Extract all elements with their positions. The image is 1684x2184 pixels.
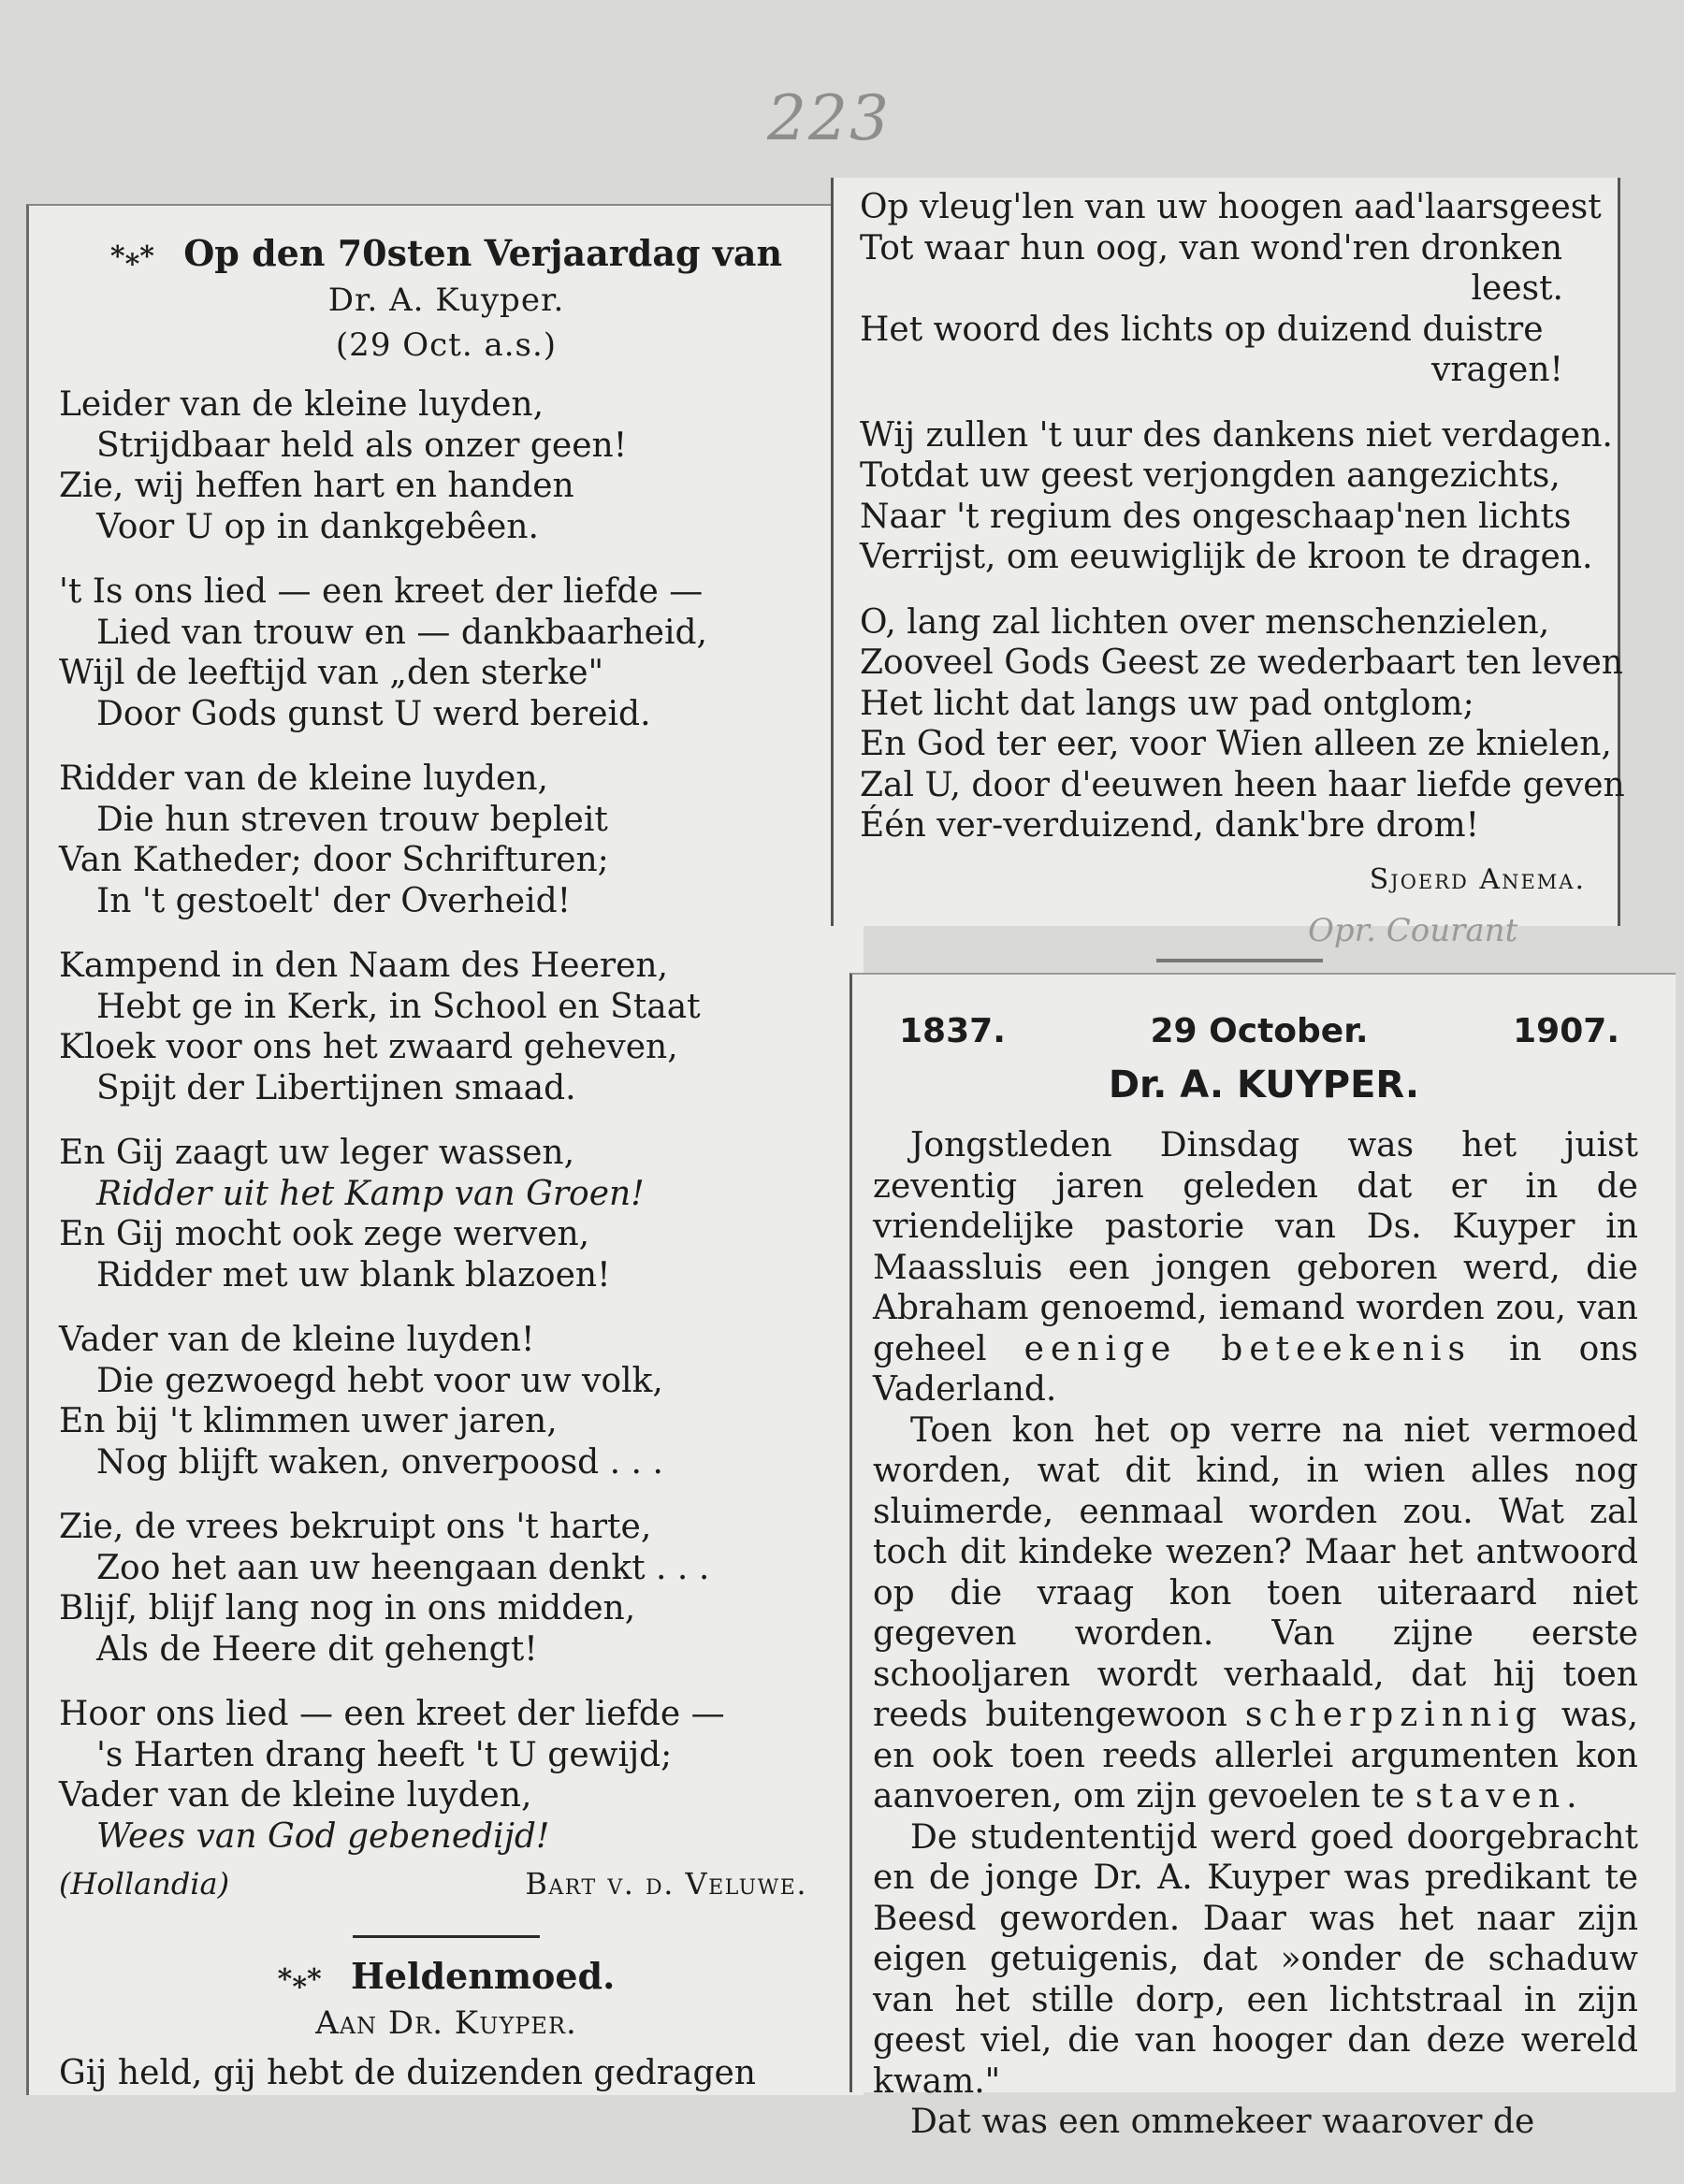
asterism-icon: *⁎*	[109, 240, 154, 273]
poem-line: Wij zullen 't uur des dankens niet verdagen.	[860, 415, 1613, 455]
poem-line: vragen!	[1430, 351, 1563, 389]
article-dateline	[852, 975, 1676, 1050]
poem2-stanza	[860, 602, 1625, 846]
poem1-stanza	[59, 946, 864, 1108]
poem-line: Naar 't regium des ongeschaap'nen lichts	[860, 497, 1572, 536]
pencil-annotation: Opr. Courant	[1308, 912, 1518, 949]
poem-line: Vader van de kleine luyden!	[59, 1321, 535, 1359]
poem1-heading	[29, 232, 864, 274]
page-number: 223	[767, 82, 891, 154]
poem-line: Zoo het aan uw heengaan denkt . . .	[96, 1548, 710, 1587]
poem-line: Totdat uw geest verjongden aangezichts,	[860, 456, 1561, 495]
article-text: Jongstleden Dinsdag was het juist zeventig jaren geleden dat er in de vriendelijke pastorie van Ds. Kuyper in Maassluis een jongen geboren werd, die Abraham genoemd, iemand worden zou, van geheel	[873, 1126, 1638, 1368]
poem-line: Gij held, gij hebt de duizenden gedragen	[59, 2053, 756, 2092]
article-paragraph: De studententijd werd goed doorgebracht en de jonge Dr. A. Kuyper was predikant te Beesd geworden. Daar was het naar zijn eigen getuigenis, dat »onder de schaduw van het stille dorp, een lichtstraal in zijn geest viel, die van hooger dan deze wereld kwam."	[873, 1817, 1638, 2101]
article-text: Toen kon het op verre na niet vermoed worden, wat dit kind, in wien alles nog sluimerde, eenmaal worden zou. Wat zal toch dit kindeke wezen? Maar het antwoord op die vraag kon toen uiteraard niet gegeven worden. Van zijne eerste schooljaren wordt verhaald, dat hij toen reeds buitengewoon	[873, 1410, 1638, 1734]
poem-line: leest.	[1471, 269, 1563, 308]
poem-line: Zie, wij heffen hart en handen	[59, 467, 574, 505]
poem-line: Zal U, door d'eeuwen heen haar liefde geven	[860, 765, 1625, 804]
article-paragraph	[873, 1125, 1638, 1410]
poem-line: Het woord des lichts op duizend duistre	[860, 310, 1544, 349]
poem-line: Blijf, blijf lang nog in ons midden,	[59, 1589, 636, 1627]
poem-line: Zie, de vrees bekruipt ons 't harte,	[59, 1508, 652, 1546]
poem2-title: Heldenmoed.	[350, 1954, 616, 1997]
poem1-date: (29 Oct. a.s.)	[335, 326, 558, 364]
article-year-end: 1907.	[1513, 1012, 1619, 1050]
poem-line: Spijt der Libertijnen smaad.	[96, 1068, 576, 1107]
poem-line: Die hun streven trouw bepleit	[96, 800, 608, 839]
poem-line: Voor U op in dankgebêen.	[96, 507, 539, 546]
poem-line: Wijl de leeftijd van „den sterke"	[59, 654, 604, 692]
poem2-continued	[834, 187, 1625, 900]
poem-line: 't Is ons lied — een kreet der liefde —	[59, 572, 704, 611]
poem-line: Het licht dat langs uw pad ontglom;	[860, 684, 1474, 723]
article-title: Dr. A. KUYPER.	[1108, 1063, 1420, 1106]
poem-line: O, lang zal lichten over menschenzielen,	[860, 602, 1550, 642]
poem1-stanza	[59, 571, 864, 734]
right-top-clipping	[831, 178, 1625, 926]
poem-line: Tot waar hun oog, van wond'ren dronken	[860, 228, 1563, 268]
poem-line: En God ter eer, voor Wien alleen ze knielen,	[860, 725, 1612, 763]
poem-line: Hebt ge in Kerk, in School en Staat	[96, 987, 701, 1026]
poem1-source: (Hollandia)	[59, 1866, 230, 1902]
poem-line: Van Katheder; door Schrifturen;	[59, 841, 609, 879]
poem-line: Op vleug'len van uw hoogen aad'laarsgeest	[860, 188, 1602, 226]
poem1-signature-row	[59, 1864, 864, 1905]
poem-line: Nog blijft waken, onverpoosd . . .	[96, 1442, 663, 1482]
article-date: 29 October.	[1150, 1012, 1369, 1050]
poem-line: Verrijst, om eeuwiglijk de kroon te dragen.	[860, 538, 1593, 576]
article-spaced-text: staven.	[1415, 1777, 1584, 1815]
left-clipping	[26, 204, 864, 2095]
article-text: in ons Vaderland.	[873, 1329, 1639, 1409]
poem1-stanza	[59, 1694, 864, 1857]
poem1-stanza	[59, 759, 864, 921]
poem-line: Strijdbaar held als onzer geen!	[96, 426, 628, 465]
poem-line: Ridder met uw blank blazoen!	[96, 1255, 611, 1294]
poem1-stanza	[59, 1133, 864, 1295]
poem-line: En Gij mocht ook zege werven,	[59, 1215, 590, 1253]
article-year-start: 1837.	[899, 1012, 1006, 1050]
poem-line: Wees van God gebenedijd!	[96, 1816, 550, 1856]
poem-line: Leider van de kleine luyden,	[59, 385, 544, 424]
poem2-signature: Sjoerd Anema.	[1369, 862, 1586, 896]
poem-line: Ridder uit het Kamp van Groen!	[96, 1174, 645, 1213]
poem-line: Kloek voor ons het zwaard geheven,	[59, 1028, 678, 1066]
poem-line: En bij 't klimmen uwer jaren,	[59, 1402, 558, 1440]
article-body	[852, 1106, 1676, 2143]
article-paragraph	[873, 1410, 1638, 1817]
poem1-signature: Bart v. d. Veluwe.	[525, 1866, 807, 1902]
article-text: was, en ook toen reeds allerlei argumenten kon aanvoeren, om zijn gevoelen te	[873, 1696, 1639, 1815]
article-paragraph: Dat was een ommekeer waarover de	[910, 2103, 1535, 2141]
clipping-divider	[1156, 959, 1323, 962]
poem2-heading	[29, 1955, 864, 1997]
poem1-stanza	[59, 1507, 864, 1670]
poem-line: Vader van de kleine luyden,	[59, 1776, 532, 1815]
right-bottom-clipping	[849, 973, 1676, 2141]
poem-line: Kampend in den Naam des Heeren,	[59, 947, 669, 985]
section-divider	[353, 1935, 540, 1938]
asterism-icon: *⁎*	[277, 1962, 322, 1996]
poem-line: Lied van trouw en — dankbaarheid,	[96, 613, 707, 652]
poem1-body	[29, 384, 864, 1905]
poem-line: Ridder van de kleine luyden,	[59, 759, 548, 798]
poem1-stanza	[59, 1320, 864, 1483]
poem-line: 's Harten drang heeft 't U gewijd;	[96, 1735, 673, 1774]
article-spaced-text: scherpzinnig	[1244, 1696, 1544, 1734]
poem-line: Zooveel Gods Geest ze wederbaart ten leven	[860, 644, 1623, 682]
article-spaced-text: eenige beteekenis	[1023, 1329, 1473, 1368]
poem1-subtitle: Dr. A. Kuyper.	[327, 282, 565, 319]
poem-line: Door Gods gunst U werd bereid.	[96, 694, 651, 733]
poem1-stanza	[59, 384, 864, 547]
poem1-title: Op den 70sten Verjaardag van	[183, 232, 783, 274]
poem2-stanza	[860, 415, 1613, 578]
poem-line: Één ver-verduizend, dank'bre drom!	[860, 806, 1480, 845]
poem2-body	[29, 2053, 864, 2094]
poem-line: Die gezwoegd hebt voor uw volk,	[96, 1361, 663, 1400]
poem2-dedication: Aan Dr. Kuyper.	[315, 2003, 577, 2042]
poem-line: Hoor ons lied — een kreet der liefde —	[59, 1695, 725, 1733]
poem-line: In 't gestoelt' der Overheid!	[96, 881, 572, 920]
poem-line: En Gij zaagt uw leger wassen,	[59, 1134, 575, 1172]
poem-line: Als de Heere dit gehengt!	[96, 1629, 538, 1669]
